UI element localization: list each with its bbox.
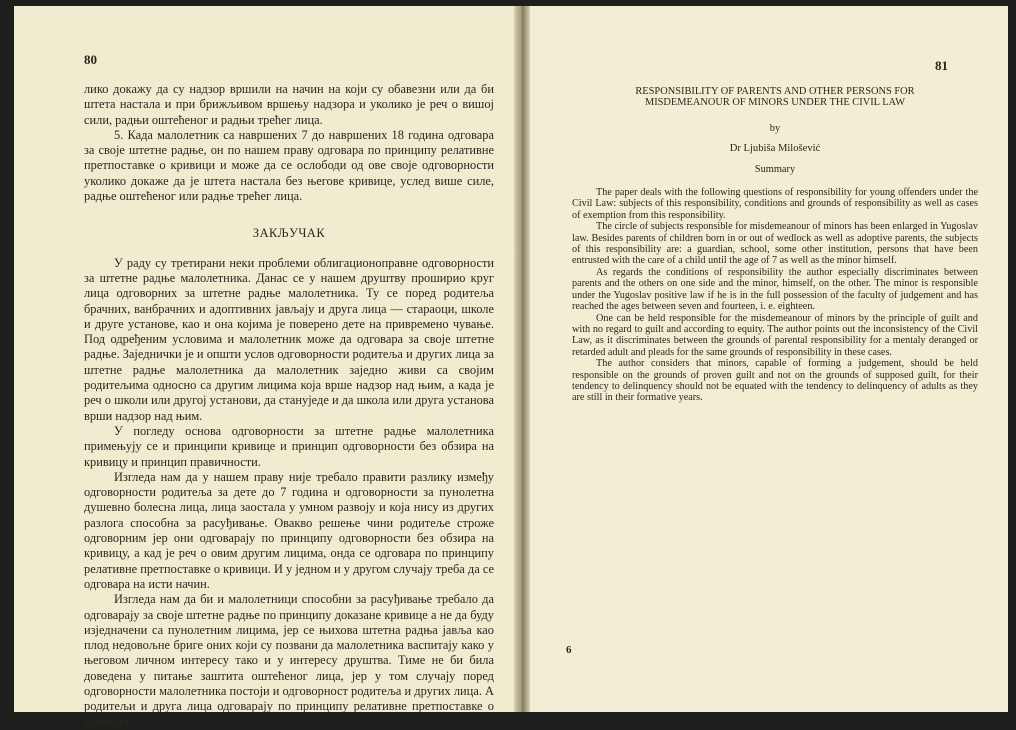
conclusion-paragraph: Изгледа нам да би и малолетници способни за расуђивање требало да одговарају за своје штетне радње по принципу доказане кривице а не да буду изједначени са пунолетним лицима, јер се њихова штетна радња јавља као плод недовољне бриге оних који су позвани да малолетника васпитају како у његовом личном интересу тако и у интересу друштва. Тиме не би била доведена у питање заштита оштећеног лица, јер у том случају поред одговорности малолетника постоји и одговорност родитеља и других лица. А родитељи и друга лица одговарају по принципу релативне претпоставке о кривици. [84, 592, 494, 729]
summary-title-line: MISDEMEANOUR OF MINORS UNDER THE CIVIL LAW [644, 97, 906, 109]
conclusion-paragraph: Изгледа нам да у нашем праву није требало правити разлику између одговорности родитеља за дете до 7 година и одговорности за пунолетна душевно болесна лица, лица заостала у умном развоју и која нису из других разлога способна за расуђивање. Овакво решење чини родитеље строже одговорним јер они одговарају по принципу одговорности без обзира на кривицу, а кад је реч о овим другим лицима, онда се одговара по принципу релативне претпоставке о кривици. И у једном и у другом случају треба да се одговара на исти начин. [84, 469, 494, 591]
left-page [14, 6, 514, 729]
conclusion-heading: ЗАКЉУЧАК [252, 226, 326, 241]
signature-mark: 6 [566, 644, 572, 656]
right-page [530, 6, 1008, 712]
summary-title-line: RESPONSIBILITY OF PARENTS AND OTHER PERSONS FOR [635, 86, 915, 97]
summary-paragraph: As regards the conditions of responsibility the author especially discriminates between parents and the others on one side and the minor, himself, on the other. The minor is responsible under the Yugoslav positive law if he is in the full possession of the faculty of judgement and has reached the ages between seven and fourteen, i. e. eighteen. [572, 266, 978, 313]
right-body-text [572, 86, 978, 404]
summary-label: Summary [754, 163, 796, 175]
body-paragraph: 5. Када малолетник са навршених 7 до навршених 18 година одговара за своје штетне радње, он по нашем праву одговара по принципу релативне претпоставке о кривици и може да се ослободи од ове своје одговорности уколико докаже да је штета настала без његове кривице, услед више силе, радње оштећеног или радње трећег лица. [84, 127, 494, 204]
conclusion-paragraph: У раду су третирани неки проблеми облигационоправне одговорности за штетне радње малолетника. Данас се у нашем друштву проширио круг лица одговорних за штетне радње малолетника. Ту се поред родитеља брачних, ванбрачних и адоптивних јављају и друга лица — стараоци, школе и друге установе, као и она којима је поверено дете на привремено чување. Под одређеним условима и малолетник може да одговара за своје штетне радње. Заједнички је и општи услов одговорности родитеља и других лица за штетне радње малолетника да малолетник заједно живи са својим родитељима односно са другим лицима која врше надзор над њим, а када је реч о школи или другој установи, да стануједе и да школа или друга установа врши надзор над њим. [84, 255, 494, 423]
summary-paragraph: One can be held responsible for the misdemeanour of minors by the principle of guilt and with no regard to guilt and according to equity. The author points out the inconsistency of the Civil Law, as it discriminates between the grounds of parental responsibility for a mentaly deranged or retarded adult and pleads for the same grounds of responsibility in these cases. [572, 312, 978, 358]
book-spine-right [522, 6, 530, 712]
byline: by [769, 122, 781, 134]
conclusion-paragraph: У погледу основа одговорности за штетне радње малолетника примењују се и принципи кривице и принцип одговорности без обзира на кривицу и принцип правичности. [84, 423, 494, 469]
author-name: Dr Ljubiša Milošević [729, 143, 821, 155]
page-number-left: 80 [84, 52, 97, 67]
left-body-text [84, 82, 494, 730]
body-paragraph: лико докажу да су надзор вршили на начин на који су обавезни или да би штета настала и при брижљивом вршењу надзора и уколико је реч о вишој сили, радњи оштећеног и радњи трећег лица. [84, 82, 494, 127]
summary-paragraph: The paper deals with the following questions of responsibility for young offenders under the Civil Law: subjects of this responsibility, conditions and grounds of responsibility as well as cases of exemption from this responsibility. [572, 187, 978, 221]
summary-paragraph: The circle of subjects responsible for misdemeanour of minors has been enlarged in Yugoslav law. Besides parents of children born in or out of wedlock as well as adoptive parents, the subjects of this responsibility are: a guardian, school, some other institution, persons that have been entrusted with the care of a child until the age of 7 as well as the minor himself. [572, 221, 978, 267]
page-number-right: 81 [935, 58, 948, 73]
book-spine-left [514, 6, 522, 712]
summary-paragraph: The author considers that minors, capable of forming a judgement, should be held responsible on the grounds of proven guilt and not on the grounds of supposed guilt, for their tendency to delinquency should not be equated with the tendency to delinquency of adults as they are still in their formative years. [572, 358, 978, 404]
